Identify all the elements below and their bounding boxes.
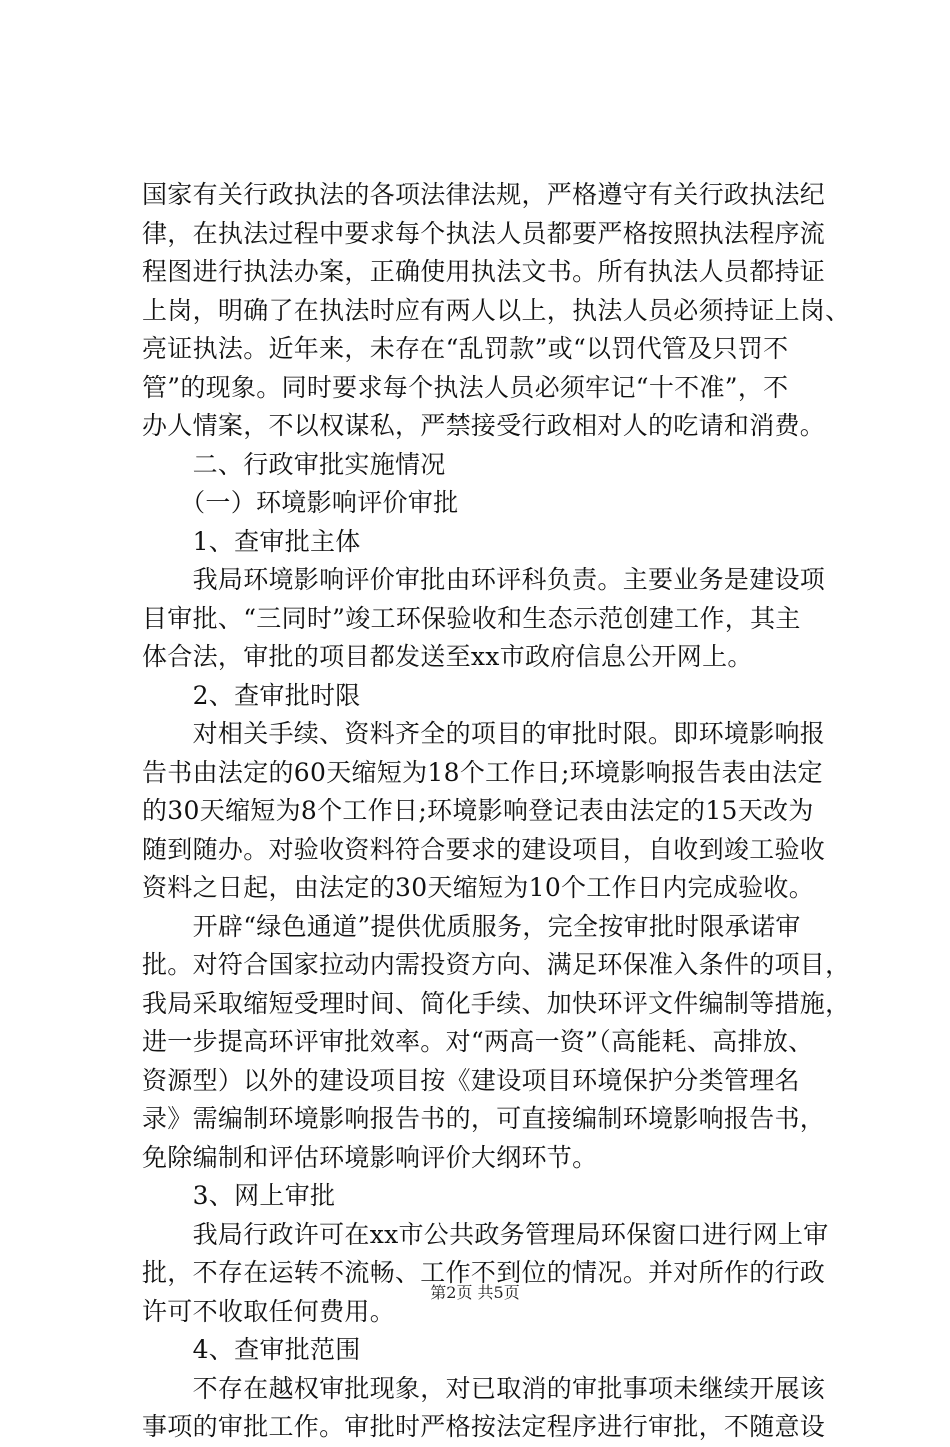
text-line: 目审批、“三同时”竣工环保验收和生态示范创建工作，其主 — [142, 603, 801, 633]
item-heading: 2、查审批时限 — [142, 680, 361, 710]
text-line: 亮证执法。近年来，未存在“乱罚款”或“以罚代管及只罚不 — [142, 334, 789, 363]
text-line: 资料之日起，由法定的30天缩短为10个工作日内完成验收。 — [142, 873, 815, 902]
text-line: 开辟“绿色通道”提供优质服务，完全按审批时限承诺审 — [142, 911, 801, 941]
text-line: 国家有关行政执法的各项法律法规，严格遵守有关行政执法纪 — [142, 180, 826, 209]
text-line: 不存在越权审批现象，对已取消的审批事项未继续开展该 — [142, 1373, 826, 1403]
text-line: 录》需编制环境影响报告书的，可直接编制环境影响报告书， — [142, 1104, 826, 1133]
text-line: 事项的审批工作。审批时严格按法定程序进行审批，不随意设 — [142, 1412, 826, 1441]
text-line: 批。对符合国家拉动内需投资方向、满足环保准入条件的项目， — [142, 950, 851, 979]
text-line: 免除编制和评估环境影响评价大纲环节。 — [142, 1142, 598, 1172]
text-line: 管”的现象。同时要求每个执法人员必须牢记“十不准”，不 — [142, 372, 789, 402]
text-line: 许可不收取任何费用。 — [142, 1296, 396, 1326]
text-line: 办人情案，不以权谋私，严禁接受行政相对人的吃请和消费。 — [142, 411, 826, 440]
text-line: 告书由法定的60天缩短为18个工作日;环境影响报告表由法定 — [142, 757, 823, 787]
text-line: 批，不存在运转不流畅、工作不到位的情况。并对所作的行政 — [142, 1258, 826, 1287]
text-line: 的30天缩短为8个工作日;环境影响登记表由法定的15天改为 — [142, 796, 814, 825]
section-heading: 二、行政审批实施情况 — [142, 449, 446, 479]
subsection-heading: （一）环境影响评价审批 — [142, 488, 459, 517]
item-heading: 3、网上审批 — [142, 1181, 336, 1210]
text-line: 我局采取缩短受理时间、简化手续、加快环评文件编制等措施， — [142, 988, 851, 1018]
page-number-footer: 第2页 共5页 — [430, 1283, 520, 1302]
text-line: 我局行政许可在xx市公共政务管理局环保窗口进行网上审 — [142, 1219, 829, 1249]
text-line: 资源型）以外的建设项目按《建设项目环境保护分类管理名 — [142, 1065, 800, 1095]
item-heading: 1、查审批主体 — [142, 526, 361, 556]
text-line: 体合法，审批的项目都发送至xx市政府信息公开网上。 — [142, 642, 753, 671]
text-line: 程图进行执法办案，正确使用执法文书。所有执法人员都持证 — [142, 257, 826, 286]
text-line: 我局环境影响评价审批由环评科负责。主要业务是建设项 — [142, 565, 826, 594]
text-line: 对相关手续、资料齐全的项目的审批时限。即环境影响报 — [142, 719, 826, 748]
text-line: 随到随办。对验收资料符合要求的建设项目，自收到竣工验收 — [142, 834, 826, 864]
text-line: 上岗，明确了在执法时应有两人以上，执法人员必须持证上岗、 — [142, 295, 851, 325]
text-line: 进一步提高环评审批效率。对“两高一资”（高能耗、高排放、 — [142, 1027, 814, 1056]
document-body — [142, 176, 851, 1447]
item-heading: 4、查审批范围 — [142, 1335, 361, 1364]
text-line: 律，在执法过程中要求每个执法人员都要严格按照执法程序流 — [142, 218, 826, 248]
